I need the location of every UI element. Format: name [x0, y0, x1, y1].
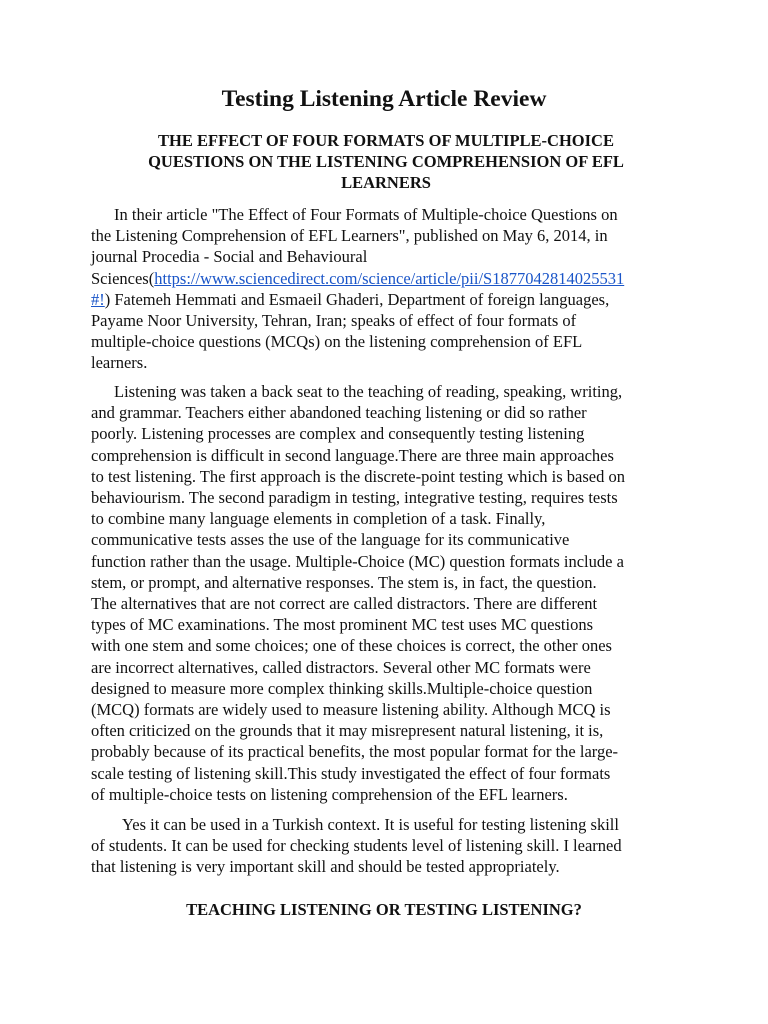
document-title: Testing Listening Article Review: [221, 86, 547, 112]
paragraph-intro: [91, 204, 681, 374]
paragraph-intro-text-after-link: ) Fatemeh Hemmati and Esmaeil Ghaderi, Department of foreign languages, Payame Noor University, Tehran, Iran; speaks of effect of four formats of multiple-choice questions (MCQs) on the listening comprehension of EFL learners.: [91, 289, 610, 373]
paragraph-reflection: Yes it can be used in a Turkish context. It is useful for testing listening skill of students. It can be used for checking students level of listening skill. I learned that listening is very important skill and should be tested appropriately.: [91, 815, 622, 877]
article-url-link[interactable]: https://www.sciencedirect.com/science/article/pii/S1877042814025531 #!: [91, 268, 625, 309]
paragraph-intro-text-before-link: In their article "The Effect of Four Formats of Multiple-choice Questions on the Listening Comprehension of EFL Learners", published on May 6, 2014, in journal Procedia - Social and Behavioural Sciences(: [91, 205, 618, 288]
article-heading: THE EFFECT OF FOUR FORMATS OF MULTIPLE-CHOICE QUESTIONS ON THE LISTENING COMPREHENSION OF EFL LEARNERS: [148, 131, 624, 192]
section-heading: TEACHING LISTENING OR TESTING LISTENING?: [186, 900, 582, 919]
paragraph-summary: Listening was taken a back seat to the teaching of reading, speaking, writing, and grammar. Teachers either abandoned teaching listening or did so rather poorly. Listening processes are complex and consequently testing listening comprehension is difficult in second language.There are three main approaches to test listening. The first approach is the discrete-point testing which is based on behaviourism. The second paradigm in testing, integrative testing, requires tests to combine many language elements in completion of a task. Finally, communicative tests asses the use of the language for its communicative function rather than the usage. Multiple-Choice (MC) question formats include a stem, or prompt, and alternative responses. The stem is, in fact, the question. The alternatives that are not correct are called distractors. There are different types of MC examinations. The most prominent MC test uses MC questions with one stem and some choices; one of these choices is correct, the other ones are incorrect alternatives, called distractors. Several other MC formats were designed to measure more complex thinking skills.Multiple-choice question (MCQ) formats are widely used to measure listening ability. Although MCQ is often criticized on the grounds that it may misrepresent natural listening, it is, probably because of its practical benefits, the most popular format for the large- scale testing of listening skill.This study investigated the effect of four formats of multiple-choice tests on listening comprehension of the EFL learners.: [91, 382, 626, 804]
